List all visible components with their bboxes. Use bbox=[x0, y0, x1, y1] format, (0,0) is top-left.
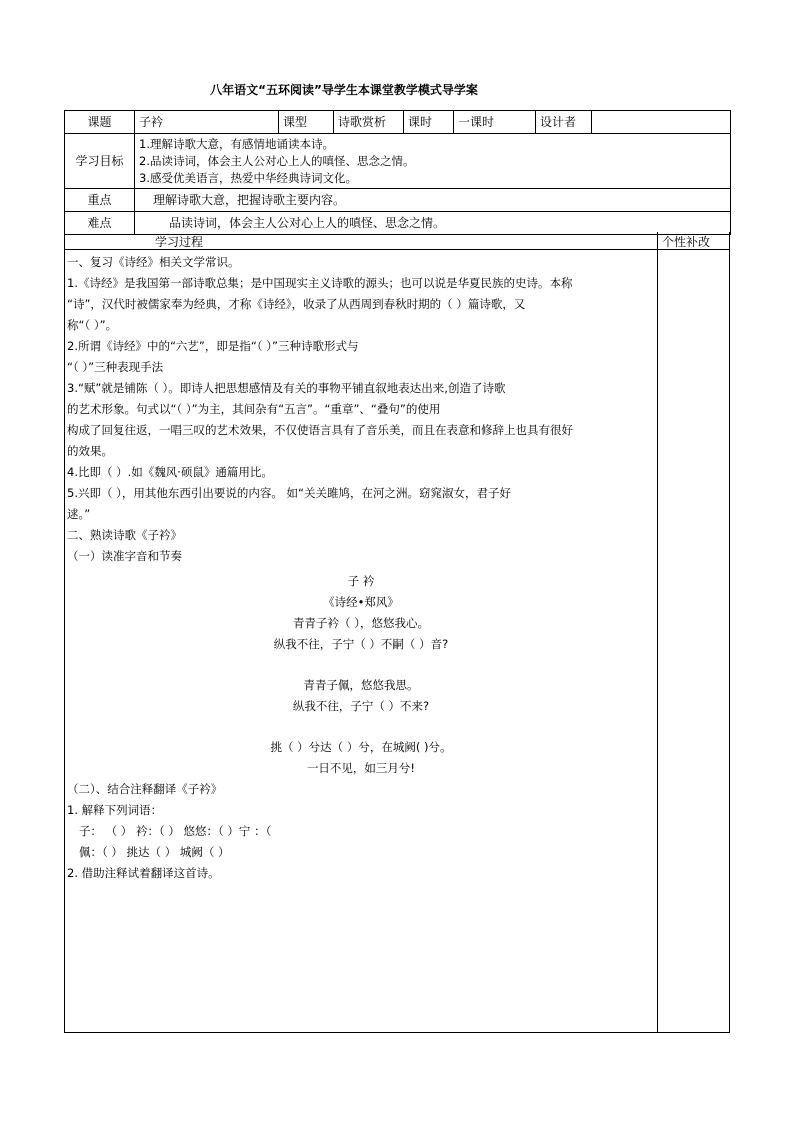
type-value: 诗歌赏析 bbox=[334, 111, 404, 134]
poem-line: 青青子佩，悠悠我思。 bbox=[303, 678, 419, 692]
poem-title: 子 衿 bbox=[347, 574, 375, 588]
text-line: 构成了回复往返，一唱三叹的艺术效果，不仅使语言具有了音乐美，而且在表意和修辞上也具有很好 bbox=[67, 423, 573, 437]
type-label: 课型 bbox=[279, 111, 334, 134]
subsection-heading: （一）读准字音和节奏 bbox=[67, 549, 182, 563]
text-line: 5.兴即（ ），用其他东西引出要说的内容。 如“关关雎鸠，在河之洲。窈窕淑女，君子好 bbox=[67, 486, 511, 500]
poem bbox=[67, 571, 655, 779]
designer-label: 设计者 bbox=[536, 111, 592, 134]
text-line: 的效果。 bbox=[67, 444, 113, 458]
poem-line: 纵我不往，子宁（ ）不来? bbox=[292, 699, 430, 713]
lesson-label: 课题 bbox=[65, 111, 135, 134]
text-line: 称“（ ）”。 bbox=[67, 318, 118, 332]
vocab-row: 佩：（ ） 挑达（ ） 城阙（ ） bbox=[79, 845, 230, 859]
question: 1. 解释下列词语： bbox=[67, 803, 163, 817]
goals-list bbox=[135, 134, 731, 189]
poem-line: 一日不见，如三月兮! bbox=[306, 761, 416, 775]
goal-item: 1.理解诗歌大意，有感情地诵读本诗。 bbox=[139, 136, 334, 151]
focus-row bbox=[65, 189, 731, 212]
poem-line: 纵我不往，子宁（ ）不嗣（ ）音? bbox=[273, 637, 449, 651]
goals-row bbox=[65, 134, 731, 189]
poem-line: 青青子衿（ ），悠悠我心。 bbox=[293, 616, 429, 630]
document-title: 八年语文“五环阅读”导学生本课堂教学模式导学案 bbox=[210, 83, 478, 97]
section-heading: 一、复习《诗经》相关文学常识。 bbox=[67, 255, 240, 269]
lesson-value: 子衿 bbox=[135, 111, 279, 134]
hours-value: 一课时 bbox=[454, 111, 536, 134]
column-divider bbox=[657, 232, 658, 1032]
text-line: 3.“赋”就是铺陈（ ）。即诗人把思想感情及有关的事物平铺直叙地表达出来,创造了诗歌 bbox=[67, 381, 506, 395]
difficulty-label: 难点 bbox=[65, 212, 135, 235]
vocab-row: 子： （ ） 衿：（ ） 悠悠：（ ）宁 ：（ bbox=[79, 824, 272, 838]
text-line: “（ ）”三种表现手法 bbox=[67, 360, 164, 374]
hours-label: 课时 bbox=[404, 111, 454, 134]
poem-line: 挑（ ）兮达（ ）兮，在城阙( )兮。 bbox=[270, 740, 452, 754]
designer-value bbox=[592, 111, 731, 134]
focus-label: 重点 bbox=[65, 189, 135, 212]
poem-source: 《诗经•郑风》 bbox=[323, 595, 399, 609]
goal-item: 3.感受优美语言，热爱中华经典诗词文化。 bbox=[139, 170, 357, 185]
section-heading: 二、熟读诗歌《子衿》 bbox=[67, 528, 182, 542]
process-section bbox=[64, 232, 730, 1033]
goal-item: 2.品读诗词，体会主人公对心上人的嗔怪、思念之情。 bbox=[139, 153, 415, 168]
process-content bbox=[67, 252, 655, 884]
text-line: 4.比即（ ）.如《魏风·硕鼠》通篇用比。 bbox=[67, 465, 273, 479]
side-label: 个性补改 bbox=[662, 235, 711, 249]
info-table bbox=[64, 110, 731, 235]
text-line: 2.所谓《诗经》中的“六艺”，即是指“（ ）”三种诗歌形式与 bbox=[67, 339, 359, 353]
goals-label: 学习目标 bbox=[65, 134, 135, 189]
text-line: “诗”，汉代时被儒家奉为经典，才称《诗经》，收录了从西周到春秋时期的（ ）篇诗歌，又 bbox=[67, 297, 526, 311]
question: 2. 借助注释试着翻译这首诗。 bbox=[67, 866, 220, 880]
header-row bbox=[65, 111, 731, 134]
text-line: 1.《诗经》是我国第一部诗歌总集；是中国现实主义诗歌的源头；也可以说是华夏民族的史诗。本称 bbox=[67, 276, 573, 290]
difficulty-value: 品读诗词，体会主人公对心上人的嗔怪、思念之情。 bbox=[135, 212, 731, 235]
process-label: 学习过程 bbox=[155, 235, 204, 249]
text-line: 逑。” bbox=[67, 507, 91, 521]
subsection-heading: （二）、结合注释翻译《子衿》 bbox=[67, 782, 223, 796]
text-line: 的艺术形象。句式以“（ ）”为主，其间杂有“五言”。“重章”、“叠句”的使用 bbox=[67, 402, 441, 416]
focus-value: 理解诗歌大意，把握诗歌主要内容。 bbox=[135, 189, 731, 212]
